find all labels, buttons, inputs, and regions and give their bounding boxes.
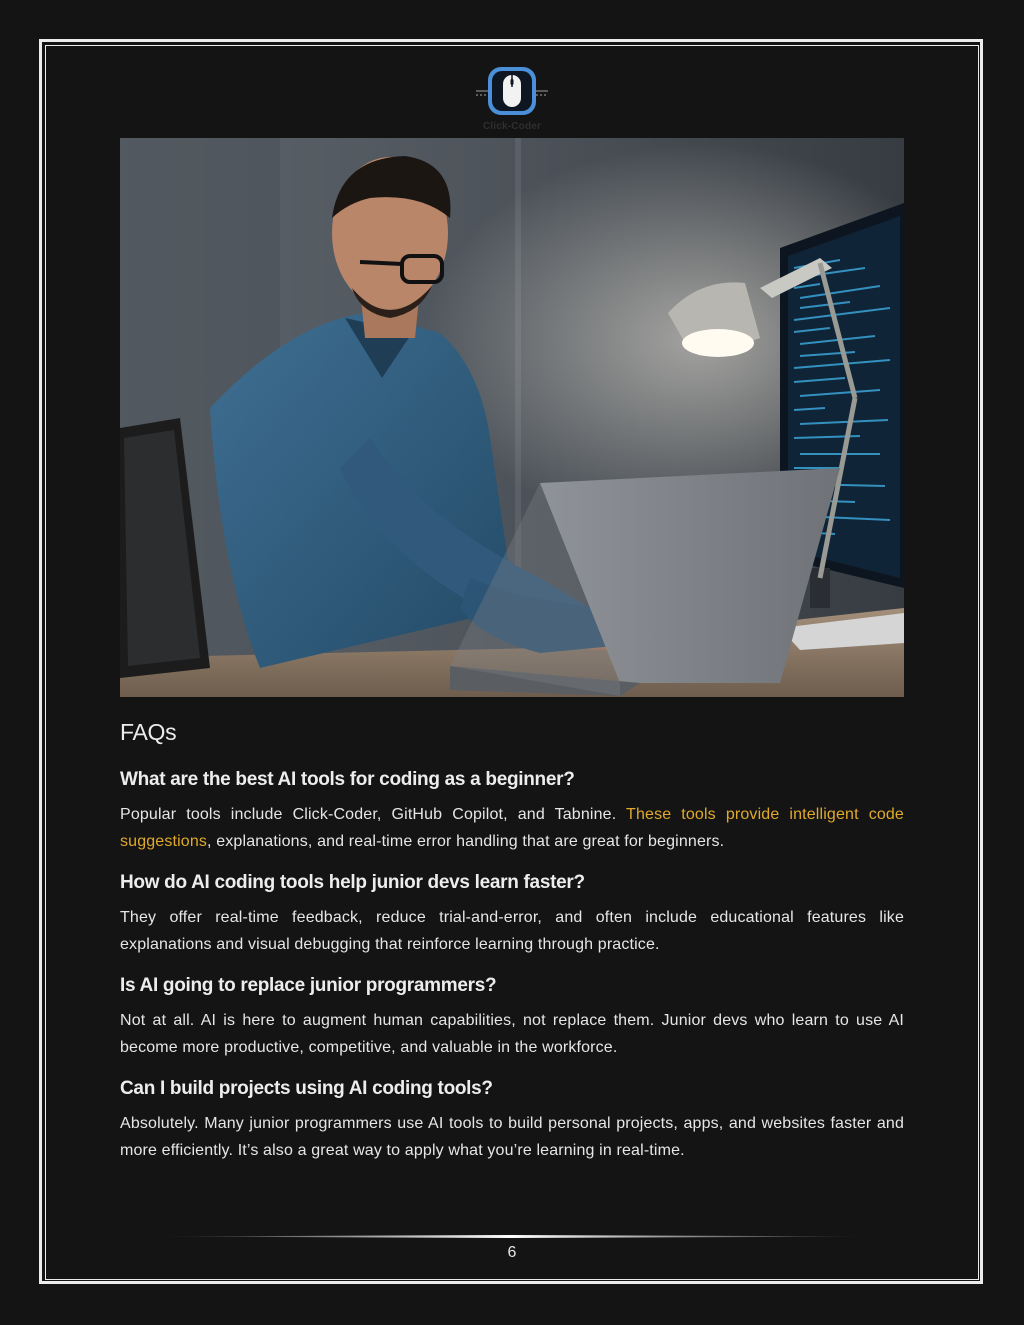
faq-answer: Not at all. AI is here to augment human capabilities, not replace them. Junior devs who learn to use AI become more productive, competitive, and valuable in the workforce. [120, 1012, 904, 1056]
faq-answer: They offer real-time feedback, reduce trial-and-error, and often include educational features like explanations and visual debugging that reinforce learning through practice. [120, 909, 904, 953]
answer-text: Popular tools include Click-Coder, GitHub Copilot, and Tabnine. [120, 806, 627, 823]
faq-heading: FAQs [120, 719, 177, 745]
faq-question: Can I build projects using AI coding tools? [120, 1078, 493, 1099]
faq-item [120, 972, 904, 1061]
faq-item [120, 1075, 904, 1164]
faq-question: How do AI coding tools help junior devs learn faster? [120, 872, 585, 893]
hero-photo-programmer [120, 138, 904, 697]
faq-section [120, 712, 904, 1164]
faq-question: What are the best AI tools for coding as a beginner? [120, 769, 575, 790]
faq-item [120, 869, 904, 958]
faq-question: Is AI going to replace junior programmers? [120, 975, 497, 996]
page-number: 6 [507, 1244, 517, 1261]
footer-divider [150, 1235, 872, 1238]
faq-answer: Absolutely. Many junior programmers use AI tools to build personal projects, apps, and websites faster and more efficiently. It’s also a great way to apply what you’re learning in real-time. [120, 1115, 904, 1159]
answer-text: , explanations, and real-time error handling that are great for beginners. [207, 832, 725, 850]
faq-item [120, 766, 904, 855]
logo-caption: Click-Coder [482, 121, 542, 132]
faq-answer [120, 802, 904, 855]
answer-highlight-link[interactable]: These tools provide intelligent code suggestions [120, 806, 904, 850]
